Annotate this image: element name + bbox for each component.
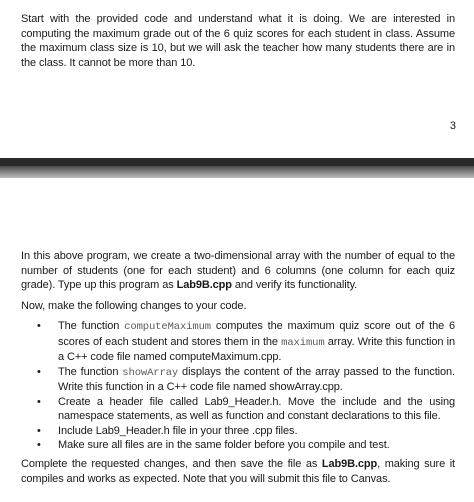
para1-text: In this above program, we create a two-dimensional array with the number of equal to the number of students (one for each student) and 6 columns (one column for each quiz grade). Type up this program as [21, 250, 455, 291]
bullet-icon: • [37, 395, 41, 408]
intro-paragraph: Start with the provided code and understand what it is doing. We are interested in computing the maximum grade out of the 6 quiz scores for each student in class. Assume the maximum class size is 10, but we will ask the teacher how many students there are in the class. It cannot be more than 10. [21, 13, 455, 69]
list-item: • Create a header file called Lab9_Header.h. Move the include and the using namespace statements, as well as function and constant declarations to this file. [37, 395, 455, 422]
bullet-icon: • [37, 424, 41, 437]
program-description-paragraph [21, 249, 455, 293]
filename-lab9b: Lab9B.cpp [176, 279, 232, 291]
bullet-icon: • [37, 439, 41, 451]
list-item: • Make sure all files are in the same folder before you compile and test. [37, 439, 390, 451]
bullet-icon: • [37, 365, 41, 378]
list-item: • Include Lab9_Header.h file in your three .cpp files. [37, 424, 298, 437]
document-page-top [0, 0, 474, 158]
page-break-divider [0, 158, 474, 178]
code-computeMaximum: computeMaximum [124, 321, 211, 333]
closing-paragraph: Complete the requested changes, and then save the file as Lab9B.cpp, making sure it compiles and works as expected. Note that you will submit this file to Canvas. [21, 458, 456, 485]
code-maximum: maximum [281, 336, 325, 349]
para1-text-end: and verify its functionality. [231, 279, 358, 291]
code-showArray: showArray [122, 366, 179, 379]
list-item: • The function computeMaximum computes the maximum quiz score out of the 6 scores of each student and stores them in the maximum array. Write this function in a C++ code file named computeMaximum.cpp. [37, 320, 456, 363]
page-number: 3 [449, 120, 456, 132]
instructions-intro: Now, make the following changes to your code. [21, 300, 247, 312]
filename-lab9b-closing: Lab9B.cpp [321, 458, 378, 470]
change-list [21, 319, 455, 453]
list-item: • The function showArray displays the content of the array passed to the function. Write this function in a C++ code file named showArray.cpp. [37, 365, 455, 393]
bullet-icon: • [37, 320, 41, 332]
